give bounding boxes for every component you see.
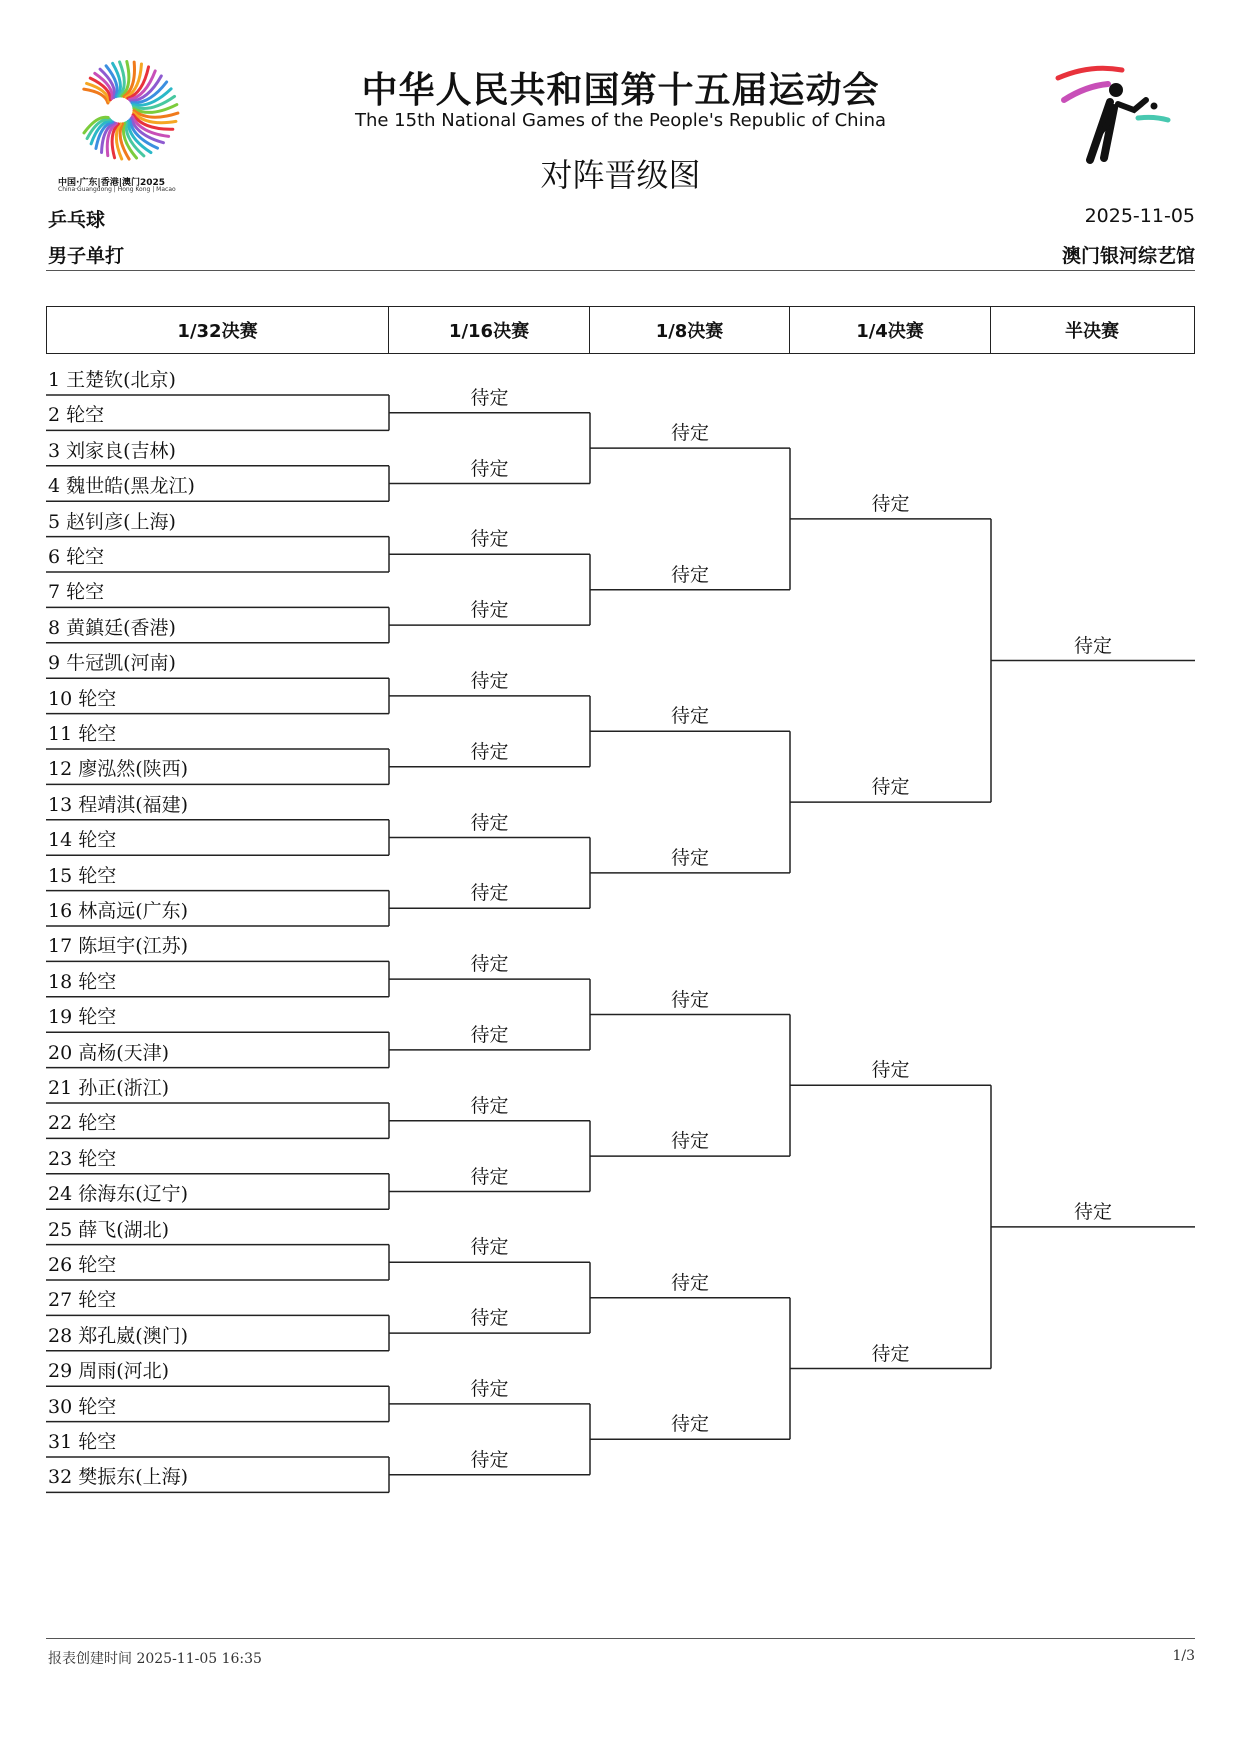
entry-slot: 27 轮空 <box>48 1289 117 1312</box>
entry-slot: 11 轮空 <box>48 723 117 745</box>
entry-slot: 3 刘家良(吉林) <box>48 439 176 462</box>
r16-result: 待定 <box>470 811 509 834</box>
round-header-sf: 半决赛 <box>1065 321 1119 342</box>
games-title-cn: 中华人民共和国第十五届运动会 <box>361 70 880 111</box>
entry-slot: 18 轮空 <box>48 970 117 993</box>
r16-result: 待定 <box>470 1094 509 1117</box>
r8-result: 待定 <box>670 1271 709 1294</box>
r16-result: 待定 <box>470 1448 509 1471</box>
round-header-qf: 1/4决赛 <box>790 307 991 353</box>
entry-slot: 21 孙正(浙江) <box>48 1077 170 1099</box>
entry-slot: 24 徐海东(辽宁) <box>48 1183 189 1206</box>
qf-result: 待定 <box>871 1342 910 1365</box>
entry-slot: 9 牛冠凯(河南) <box>48 652 176 675</box>
entry-slot: 32 樊振东(上海) <box>48 1466 189 1489</box>
entry-slot: 26 轮空 <box>48 1254 117 1276</box>
r16-result: 待定 <box>470 882 509 905</box>
r16-result: 待定 <box>470 1236 509 1259</box>
entry-slot: 4 魏世皓(黑龙江) <box>48 475 195 498</box>
entry-slot: 10 轮空 <box>48 687 117 710</box>
entry-slot: 20 高杨(天津) <box>48 1041 170 1064</box>
r8-result: 待定 <box>670 988 709 1011</box>
page-number: 1/3 <box>1172 1648 1195 1664</box>
r16-result: 待定 <box>470 740 509 763</box>
r16-result: 待定 <box>470 528 509 551</box>
entry-slot: 17 陈垣宇(江苏) <box>48 935 189 958</box>
sf-result: 待定 <box>1073 634 1112 657</box>
entry-slot: 6 轮空 <box>48 546 105 568</box>
round-header-r16: 1/16决赛 <box>389 307 590 353</box>
logo-caption-en: China·Guangdong | Hong Kong | Macao <box>58 186 176 193</box>
venue-name: 澳门银河综艺馆 <box>1061 245 1195 267</box>
qf-result: 待定 <box>871 776 910 799</box>
entry-slot: 7 轮空 <box>48 581 105 604</box>
logo-caption: 中国·广东|香港|澳门2025 <box>58 178 166 188</box>
entry-slot: 13 程靖淇(福建) <box>48 793 189 816</box>
r8-result: 待定 <box>670 422 709 445</box>
entry-slot: 19 轮空 <box>48 1006 117 1029</box>
r16-result: 待定 <box>470 457 509 480</box>
r8-result: 待定 <box>670 846 709 869</box>
r8-result: 待定 <box>670 563 709 586</box>
entry-slot: 25 薛飞(湖北) <box>48 1218 170 1241</box>
games-title-en: The 15th National Games of the People's Republic of China <box>354 110 887 131</box>
r16-result: 待定 <box>470 599 509 622</box>
report-created-time: 报表创建时间 2025-11-05 16:35 <box>48 1651 262 1667</box>
r16-result: 待定 <box>470 1165 509 1188</box>
entry-slot: 8 黄鎮廷(香港) <box>48 616 176 639</box>
entry-slot: 12 廖泓然(陕西) <box>48 758 189 781</box>
entry-slot: 30 轮空 <box>48 1395 117 1418</box>
entry-slot: 16 林高远(广东) <box>48 900 189 922</box>
entry-slot: 29 周雨(河北) <box>48 1360 170 1383</box>
r16-result: 待定 <box>470 386 509 409</box>
r16-result: 待定 <box>470 953 509 976</box>
r16-result: 待定 <box>470 669 509 692</box>
r8-result: 待定 <box>670 1130 709 1153</box>
entry-slot: 14 轮空 <box>48 829 117 852</box>
entry-slot: 15 轮空 <box>48 864 117 887</box>
r16-result: 待定 <box>470 1377 509 1400</box>
sport-name: 乒乓球 <box>48 209 106 231</box>
r8-result: 待定 <box>670 705 709 728</box>
entry-slot: 2 轮空 <box>48 404 105 427</box>
entry-slot: 1 王楚钦(北京) <box>48 369 176 391</box>
round-header-r32: 1/32决赛 <box>47 307 389 353</box>
r16-result: 待定 <box>470 1307 509 1330</box>
qf-result: 待定 <box>871 492 910 515</box>
entry-slot: 23 轮空 <box>48 1147 117 1170</box>
entry-slot: 28 郑孔崴(澳门) <box>48 1324 189 1347</box>
entry-slot: 22 轮空 <box>48 1112 117 1135</box>
event-date: 2025-11-05 <box>1084 205 1195 227</box>
chart-title: 对阵晋级图 <box>540 156 701 194</box>
r16-result: 待定 <box>470 1023 509 1046</box>
sf-result: 待定 <box>1073 1200 1112 1223</box>
footer-divider <box>46 1638 1195 1639</box>
entry-slot: 31 轮空 <box>48 1431 117 1453</box>
entry-slot: 5 赵钊彦(上海) <box>48 510 176 533</box>
r8-result: 待定 <box>670 1413 709 1436</box>
qf-result: 待定 <box>871 1059 910 1082</box>
round-header-r8: 1/8决赛 <box>590 307 790 353</box>
event-name: 男子单打 <box>48 245 125 267</box>
